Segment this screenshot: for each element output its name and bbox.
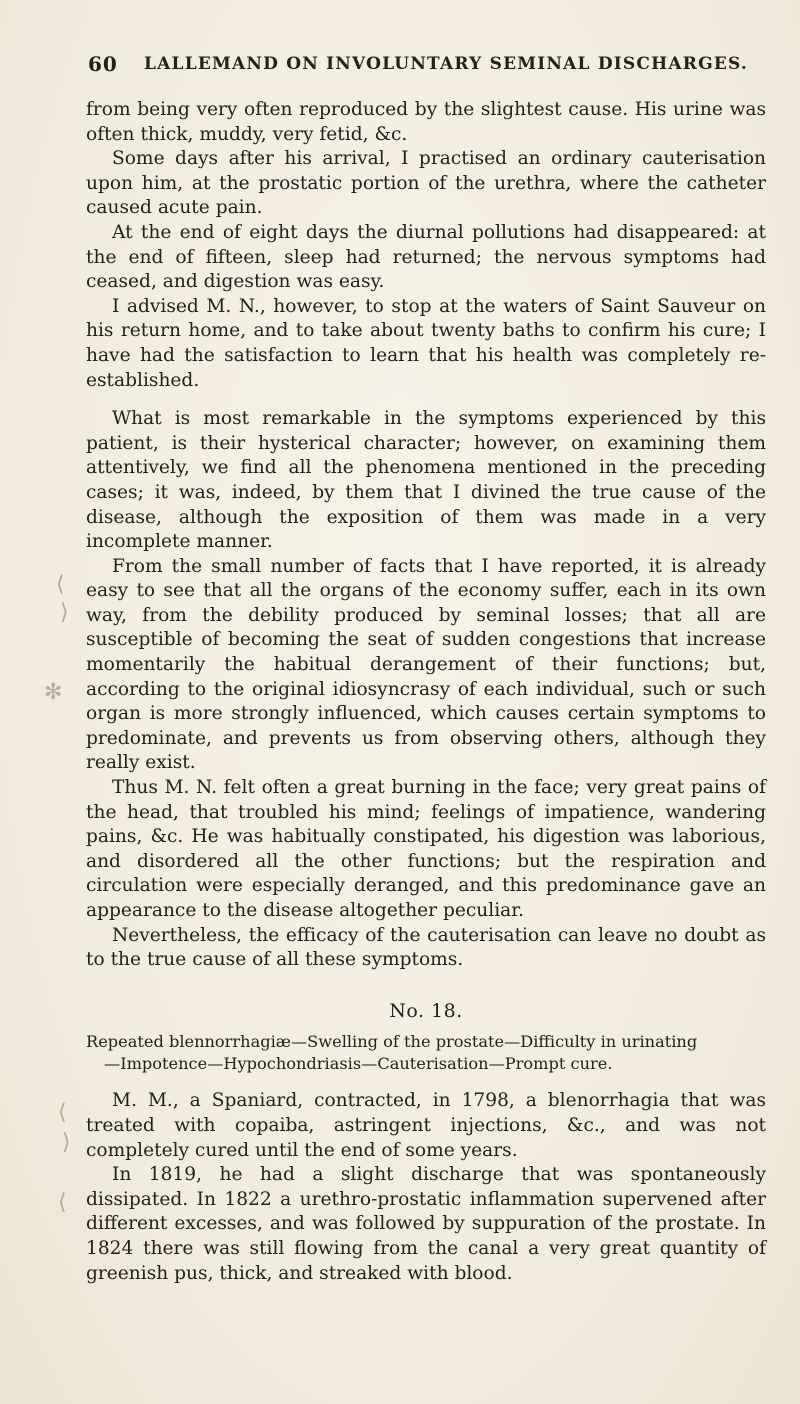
margin-scratch-mark: ⟨ (58, 1190, 67, 1215)
paragraph: Thus M. N. felt often a great burning in the face; very great pains of the head, that troubled his mind; feelings of impatience, wandering pains, &c. He was habitually constipated, his digestion was laborious, and disordered all the other functions; but the respiration and circulation were especially deranged, and this predominance gave an appearance to the disease altogether peculiar. (86, 777, 766, 921)
margin-scratch-mark: ⟩ (62, 1130, 71, 1155)
page-body (86, 98, 766, 1286)
running-title: LALLEMAND ON INVOLUNTARY SEMINAL DISCHARGES. (144, 54, 748, 74)
case-summary-line: —Impotence—Hypochondriasis—Cauterisation—Prompt cure. (104, 1054, 613, 1074)
paragraph: Nevertheless, the efficacy of the cauterisation can leave no doubt as to the true cause of all these symptoms. (86, 924, 766, 971)
margin-scratch-mark: ⟩ (60, 600, 69, 625)
margin-scratch-mark: ⟨ (58, 1100, 67, 1125)
margin-scratch-mark: ✻ (44, 680, 63, 705)
paragraph: I advised M. N., however, to stop at the waters of Saint Sauveur on his return home, and to take about twenty baths to confirm his cure; I have had the satisfaction to learn that his health was completely re-established. (86, 295, 766, 391)
paragraph: At the end of eight days the diurnal pollutions had disappeared: at the end of fifteen, sleep had returned; the nervous symptoms had ceased, and digestion was easy. (86, 221, 766, 293)
paragraph: From the small number of facts that I have reported, it is already easy to see that all the organs of the economy suffer, each in its own way, from the debility produced by seminal losses; that all are susceptible of becoming the seat of sudden congestions that increase momentarily the habitual derangement of their functions; but, according to the original idiosyncrasy of each individual, such or such organ is more strongly influenced, which causes certain symptoms to predominate, and prevents us from observing others, although they really exist. (86, 555, 766, 774)
page-number: 60 (88, 52, 118, 76)
paragraph: M. M., a Spaniard, contracted, in 1798, a blenorrhagia that was treated with copaiba, astringent injections, &c., and was not completely cured until the end of some years. (86, 1090, 766, 1161)
paragraph: What is most remarkable in the symptoms experienced by this patient, is their hysterical character; however, on examining them attentively, we find all the phenomena mentioned in the preceding cases; it was, indeed, by them that I divined the true cause of the disease, although the exposition of them was made in a very incomplete manner. (86, 408, 766, 553)
case-summary (86, 1031, 766, 1075)
margin-marks (18, 0, 78, 1404)
case-number-heading: No. 18. (389, 999, 463, 1022)
paragraph: from being very often reproduced by the slightest cause. His urine was often thick, muddy, very fetid, &c. (86, 99, 766, 145)
paragraph: Some days after his arrival, I practised an ordinary cauterisation upon him, at the prostatic portion of the urethra, where the catheter caused acute pain. (86, 148, 766, 219)
case-summary-line: Repeated blennorrhagiæ—Swelling of the prostate—Difficulty in urinating (86, 1032, 698, 1052)
margin-scratch-mark: ⟨ (56, 572, 65, 597)
paragraph: In 1819, he had a slight discharge that was spontaneously dissipated. In 1822 a urethro-prostatic inflammation supervened after different excesses, and was followed by suppuration of the prostate. In 1824 there was still flowing from the canal a very great quantity of greenish pus, thick, and streaked with blood. (86, 1164, 766, 1284)
page-header (88, 52, 768, 82)
